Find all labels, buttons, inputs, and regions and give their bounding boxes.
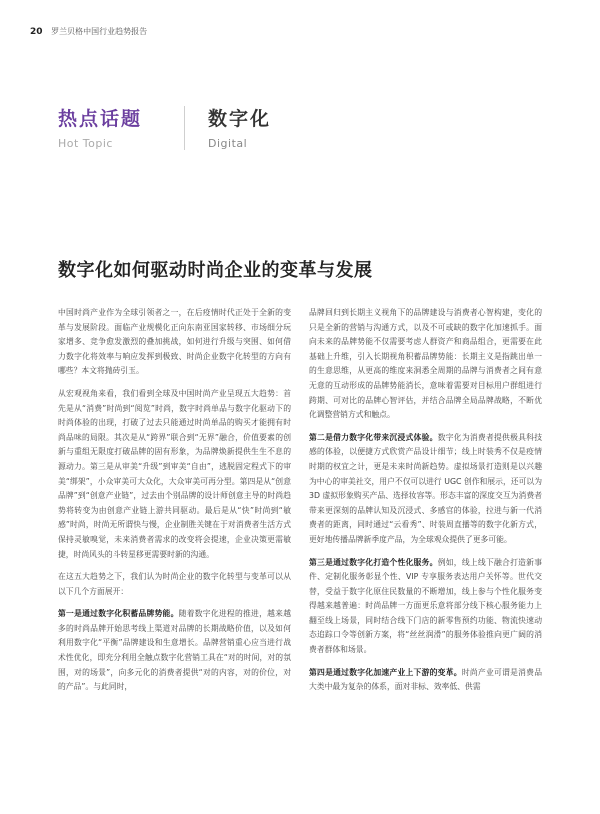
banner-divider [184, 106, 185, 150]
paragraph: 第四是通过数字化加速产业上下游的变革。时尚产业可谓是消费品大类中最为复杂的体系，面对非标、效率低、供需 [309, 667, 543, 692]
page-number: 20 [30, 27, 43, 37]
topic-label [208, 104, 271, 150]
page-header [30, 26, 147, 37]
section-label-zh: 热点话题 [58, 108, 143, 130]
article-title: 数字化如何驱动时尚企业的变革与发展 [58, 260, 373, 281]
section-label-en: Hot Topic [58, 137, 113, 150]
paragraph: 从宏观视角来看，我们看到全球及中国时尚产业呈现五大趋势：首先是从“消费”时尚到“阅览”时尚，数字时尚单品与数字化驱动下的时尚体验的出现，打破了过去只能通过时尚单品的购买才能拥有时尚品味的局限。其次是从“跨界”联合到“无界”融合，价值要素的创新与重组无限度打破品牌的固有形象，为品牌焕新提供生生不息的源动力。第三是从审美“升级”到审美“自由”，逃脱固定程式下的审美“绑架”，小众审美可大众化，大众审美可再分型。第四是从“创意品牌”到“创意产业链”，过去由个别品牌的设计师创意主导的时尚趋势将转变为由创意产业链上游共同驱动。最后是从“快”时尚到“敏感”时尚，时尚无所谓快与慢，企业制胜关键在于对消费者生活方式保持灵敏嗅觉，未来消费者需求的改变将会提速，企业决策更需敏捷，时尚风头的斗转星移更需要时新的沟通。 [58, 388, 291, 559]
paragraph: 中国时尚产业作为全球引领者之一，在后疫情时代正处于全新的变革与发展阶段。面临产业规模化正向东南亚国家转移、市场细分玩家增多、竞争愈发激烈的叠加挑战，如何进行升级与突围、如何借力数字化将效率与响应发挥到极致、时尚企业数字化转型的方向有哪些？本文将抛砖引玉。 [58, 308, 291, 376]
left-column [58, 306, 291, 703]
paragraph: 第二是借力数字化带来沉浸式体验。数字化为消费者提供极具科技感的体验，以便捷方式欣赏产品设计细节；线上时装秀不仅是疫情时期的权宜之计，更是未来时尚新趋势。虚拟场景打造则是以兴趣为中心的审美社交，用户不仅可以进行 UGC 创作和展示，还可以为 3D 虚拟形象购买产品、选择妆容等。形态丰富的深度交互为消费者带来更深刻的品牌认知及沉浸式、多感官的体验，拉进与新一代消费者的距离，同时通过“云看秀”、时装周直播等的数字化新方式，更好地传播品牌新季度产品，为全球观众提供了更多可能。 [309, 432, 542, 544]
topic-label-zh: 数字化 [208, 108, 272, 130]
right-column [309, 306, 542, 703]
section-label [58, 104, 186, 150]
paragraph: 第一是通过数字化积蓄品牌势能。随着数字化进程的推进，越来越多的时尚品牌开始思考线上渠道对品牌的长期战略价值，以及如何利用数字化“平衡”品牌建设和生意增长。品牌营销重心应当进行战术性优化，即充分利用全触点数字化营销工具在“对的时间，对的氛围，对的场景”，向多元化的消费者提供“对的内容，对的价位，对的产品”。与此同时， [58, 609, 292, 692]
paragraph: 品牌回归到长期主义视角下的品牌建设与消费者心智构建，变化的只是全新的营销与沟通方式，以及不可或缺的数字化加速抓手。面向未来的品牌势能不仅需要考虑人群资产和商品组合，更需要在此基础上升维，引入长期视角积蓄品牌势能：长期主义是指跳出单一的生意思维，从更高的维度来洞悉全周期的品牌与消费者之间有意无意的互动形成的品牌势能消长，意味着需要对目标用户群组进行跨期、可对比的品牌心智评估，并结合品牌全局品牌战略，不断优化调整营销方式和触点。 [309, 308, 542, 420]
paragraph: 第三是通过数字化打造个性化服务。例如，线上线下融合打造新事件、定制化服务彰显个性、VIP 专享服务表达用户关怀等。世代交替，受益于数字化原住民数量的不断增加，线上参与个性化服务变得越来越普遍：时尚品牌一方面更乐意将部分线下核心服务能力上翻至线上场景，同时结合线下门店的新零售预约功能、物流快速动态追踪口令等创新方案，将“丝丝润滑”的服务体验推向更广阔的消费者群体和场景。 [309, 557, 542, 655]
report-title: 罗兰贝格中国行业趋势报告 [51, 27, 148, 36]
topic-label-en: Digital [208, 137, 248, 150]
paragraph: 在这五大趋势之下，我们认为时尚企业的数字化转型与变革可以从以下几个方面展开： [58, 572, 291, 596]
